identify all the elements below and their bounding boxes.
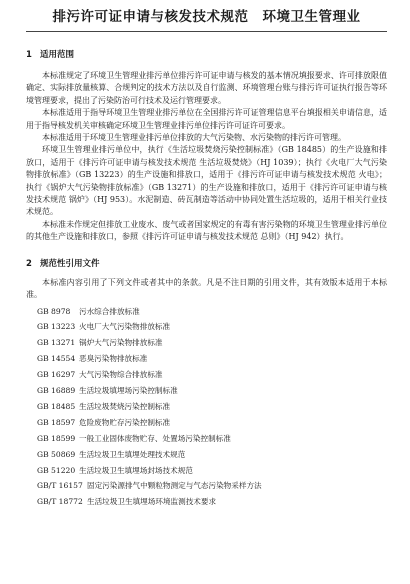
reference-code: GB 16297 xyxy=(37,370,76,380)
reference-title: 恶臭污染物排放标准 xyxy=(79,354,148,364)
reference-code: GB 18485 xyxy=(37,401,76,411)
reference-title: 生活垃圾焚烧污染控制标准 xyxy=(79,401,171,411)
section-heading-scope xyxy=(26,49,387,61)
section-heading-references xyxy=(26,258,387,270)
reference-code: GB 18597 xyxy=(37,417,76,427)
reference-list xyxy=(26,304,387,511)
reference-code: GB/T 18772 xyxy=(37,497,83,507)
reference-item xyxy=(26,399,387,415)
title-divider xyxy=(26,31,387,32)
reference-code: GB 13271 xyxy=(37,338,76,348)
reference-item xyxy=(26,447,387,463)
paragraph: 本标准规定了环境卫生管理业排污单位排污许可证申请与核发的基本情况填报要求、许可排放限值确定、实际排放量核算、合规判定的技术方法以及自行监测、环境管理台账与排污许可证执行报告等环境管理要求，提出了污染防治可行技术及运行管理要求。 xyxy=(26,71,387,105)
paragraph: 本标准未作规定但排放工业废水、废气或者国家规定的有毒有害污染物的环境卫生管理业排污单位的其他生产设施和排放口，参照《排污许可证申请与核发技术规范 总则》（HJ 942）执行。 xyxy=(26,219,387,242)
reference-item xyxy=(26,415,387,431)
reference-title: 危险废物贮存污染控制标准 xyxy=(79,417,171,427)
paragraph: 本标准内容引用了下列文件或者其中的条款。凡是不注日期的引用文件，其有效版本适用于本标准。 xyxy=(26,277,387,300)
section-title: 适用范围 xyxy=(40,50,75,60)
reference-title: 火电厂大气污染物排放标准 xyxy=(79,322,171,332)
section-scope xyxy=(26,49,387,244)
reference-title: 锅炉大气污染物排放标准 xyxy=(79,338,163,348)
section-number: 1 xyxy=(26,50,32,60)
reference-item xyxy=(26,494,387,510)
reference-code: GB 13223 xyxy=(37,322,76,332)
section-body xyxy=(26,70,387,244)
reference-item xyxy=(26,431,387,447)
reference-item xyxy=(26,478,387,494)
reference-item xyxy=(26,351,387,367)
section-number: 2 xyxy=(26,258,32,269)
reference-item xyxy=(26,304,387,320)
reference-code: GB 18599 xyxy=(37,433,76,443)
reference-title: 生活垃圾卫生填埋处理技术规范 xyxy=(79,449,186,459)
reference-title: 大气污染物综合排放标准 xyxy=(79,370,163,380)
reference-code: GB/T 16157 xyxy=(37,481,83,491)
section-title: 规范性引用文件 xyxy=(40,258,100,269)
reference-title: 生活垃圾卫生填埋场环境监测技术要求 xyxy=(87,497,217,507)
reference-code: GB 8978 xyxy=(37,306,71,316)
document-title: 排污许可证申请与核发技术规范 环境卫生管理业 xyxy=(52,9,361,25)
paragraph: 本标准适用于环境卫生管理业排污单位排放的大气污染物、水污染物的排污许可管理。 xyxy=(42,133,346,143)
reference-title: 生活垃圾填埋场污染控制标准 xyxy=(79,386,178,396)
reference-title: 生活垃圾卫生填埋场封场技术规范 xyxy=(79,465,193,475)
paragraph: 环境卫生管理业排污单位中，执行《生活垃圾焚烧污染控制标准》（GB 18485）的生产设施和排放口，适用于《排污许可证申请与核发技术规范 生活垃圾焚烧》（HJ 1039）；执行《火电厂大气污染物排放标准》（GB 13223）的生产设施和排放口，适用于《排污许可证申请与核发技术规范 火电》；执行《锅炉大气污染物排放标准》（GB 13271）的生产设施和排放口，适用于《排污许可证申请与核发技术规范 锅炉》（HJ 953）。水泥制造、砖瓦制造等活动中协同处置生活垃圾的，适用于相关行业技术规范。 xyxy=(26,145,387,217)
reference-item xyxy=(26,335,387,351)
reference-item xyxy=(26,463,387,479)
paragraph: 本标准适用于指导环境卫生管理业排污单位在全国排污许可证管理信息平台填报相关申请信息，适用于指导核发机关审核确定环境卫生管理业排污单位排污许可证许可要求。 xyxy=(26,108,387,130)
reference-title: 污水综合排放标准 xyxy=(79,306,140,316)
section-normative-references xyxy=(26,258,387,511)
reference-item xyxy=(26,367,387,383)
reference-item xyxy=(26,319,387,335)
reference-code: GB 50869 xyxy=(37,449,76,459)
reference-code: GB 51220 xyxy=(37,465,76,475)
reference-code: GB 14554 xyxy=(37,354,76,364)
reference-code: GB 16889 xyxy=(37,386,76,396)
reference-title: 固定污染源排气中颗粒物测定与气态污染物采样方法 xyxy=(87,481,262,491)
reference-title: 一般工业固体废物贮存、处置场污染控制标准 xyxy=(79,433,231,443)
reference-item xyxy=(26,383,387,399)
